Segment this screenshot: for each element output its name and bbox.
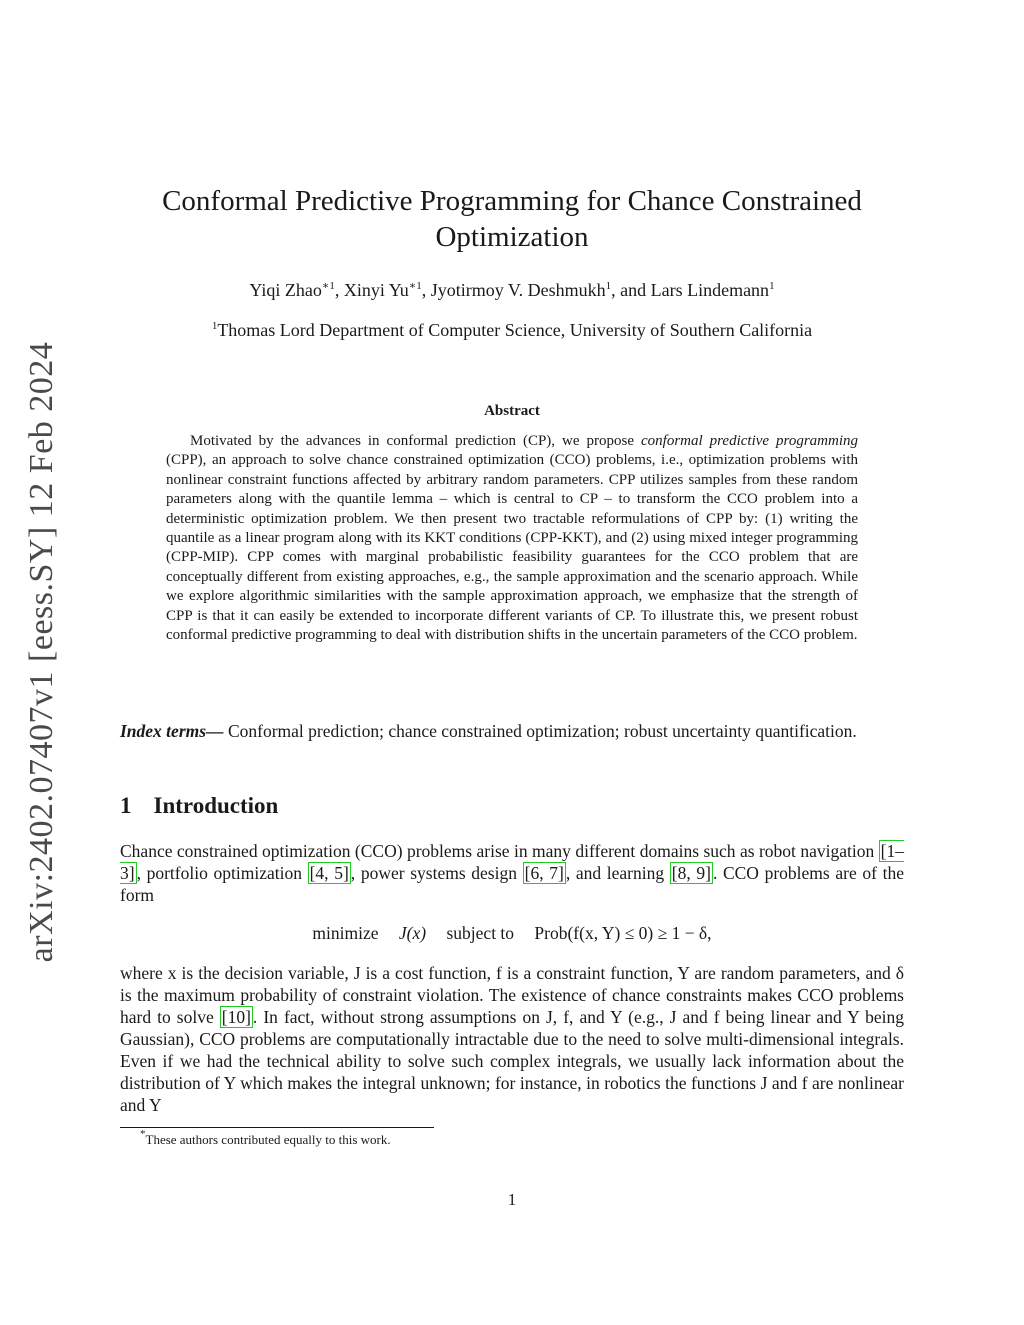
index-terms <box>120 720 904 742</box>
equation-subject-to: subject to <box>446 923 515 943</box>
author-mark: 1 <box>769 280 775 292</box>
intro-paragraph-2 <box>120 962 904 1116</box>
abstract-heading: Abstract <box>484 403 540 419</box>
page-number: 1 <box>507 1190 517 1209</box>
author-mark: 1 <box>605 280 612 292</box>
author-name: Jyotirmoy V. Deshmukh <box>430 280 606 300</box>
affiliation-text: Thomas Lord Department of Computer Science, University of Southern California <box>217 320 813 340</box>
paragraph-text: , and learning <box>565 863 670 883</box>
equation-objective: J(x) <box>398 923 427 943</box>
citation-link[interactable]: [10] <box>221 1007 251 1027</box>
arxiv-id-text: arXiv:2402.07407v1 [eess.SY] 12 Feb 2024 <box>23 341 60 963</box>
author-name: Lars Lindemann <box>650 280 770 300</box>
footnote-mark: * <box>140 1128 146 1140</box>
citation-link[interactable]: [6, 7] <box>524 863 564 883</box>
author-name: Yiqi Zhao <box>249 280 322 300</box>
citation-link[interactable]: [8, 9] <box>671 863 711 883</box>
intro-paragraph-1 <box>120 840 904 906</box>
equation-minimize: minimize <box>312 923 379 943</box>
paragraph-text: where x is the decision variable, J is a cost function, f is a constraint function, Y are random parameters, and δ is the maximum probability of constraint violation. The existence of chance constraints makes CCO problems hard to solve <box>120 963 904 1027</box>
abstract-body <box>166 432 858 645</box>
equation-constraint: Prob(f(x, Y) ≤ 0) ≥ 1 − δ, <box>534 923 712 943</box>
paragraph-text: . CCO problems are of the form <box>120 863 904 905</box>
display-equation <box>120 923 904 944</box>
section-title-text: Introduction <box>153 793 279 818</box>
footnote-text: These authors contributed equally to this work. <box>145 1132 391 1147</box>
index-terms-lead: Index terms— <box>120 721 224 741</box>
footnote-divider <box>120 1127 434 1128</box>
affiliation-mark: 1 <box>211 320 218 332</box>
section-number: 1 <box>120 793 132 818</box>
abstract-text-intro: Motivated by the advances in conformal prediction (CP), we propose <box>190 433 641 449</box>
paragraph-text: Chance constrained optimization (CCO) problems arise in many different domains such as robot navigation <box>120 841 879 861</box>
citation-link[interactable]: [1–3] <box>120 841 904 883</box>
paragraph-text: , power systems design <box>350 863 523 883</box>
affiliation <box>120 318 904 342</box>
citation-link[interactable]: [4, 5] <box>309 863 349 883</box>
paragraph-text: , portfolio optimization <box>136 863 308 883</box>
author-mark: ∗1 <box>321 280 335 292</box>
footnote <box>140 1128 391 1148</box>
abstract-text-emphasis: conformal predictive programming <box>641 433 858 449</box>
author-list: Yiqi Zhao$^{∗1}$, Xinyi $Yu^{∗1}$, Jyotirmoy V. Deshmukh$^1$, and Lars Lindemann$^1$ <box>249 280 775 300</box>
author-name: Xinyi Yu <box>343 280 409 300</box>
author-mark: ∗1 <box>408 280 422 292</box>
paragraph-text: . In fact, without strong assumptions on J, f, and Y (e.g., J and f being linear and Y being Gaussian), CCO problems are computationally intractable due to the need to solve multi-dimensional integrals. Even if we had the technical ability to solve such complex integrals, we usually lack information about the distribution of Y which makes the integral unknown; for instance, in robotics the functions J and f are nonlinear and Y <box>120 1007 904 1115</box>
abstract-text-rest: (CPP), an approach to solve chance constrained optimization (CCO) problems, i.e., optimization problems with nonlinear constraint functions affected by arbitrary random parameters. CPP utilizes samples from these random parameters along with the quantile lemma – which is central to CP – to transform the CCO problem into a deterministic optimization problem. We then present two tractable reformulations of CPP by: (1) writing the quantile as a linear program along with its KKT conditions (CPP-KKT), and (2) using mixed integer programming (CPP-MIP). CPP comes with marginal probabilistic feasibility guarantees for the CCO problem that are conceptually different from existing approaches, e.g., the sample approximation and the scenario approach. While we explore algorithmic similarities with the sample approximation approach, we emphasize that the strength of CPP is that it can easily be extended to incorporate different variants of CP. To illustrate this, we present robust conformal predictive programming to deal with distribution shifts in the uncertain parameters of the CCO problem. <box>166 452 858 644</box>
index-terms-text: Conformal prediction; chance constrained optimization; robust uncertainty quantification. <box>223 721 857 741</box>
paper-title: Conformal Predictive Programming for Chance Constrained Optimization <box>162 185 862 253</box>
section-heading <box>120 793 278 819</box>
